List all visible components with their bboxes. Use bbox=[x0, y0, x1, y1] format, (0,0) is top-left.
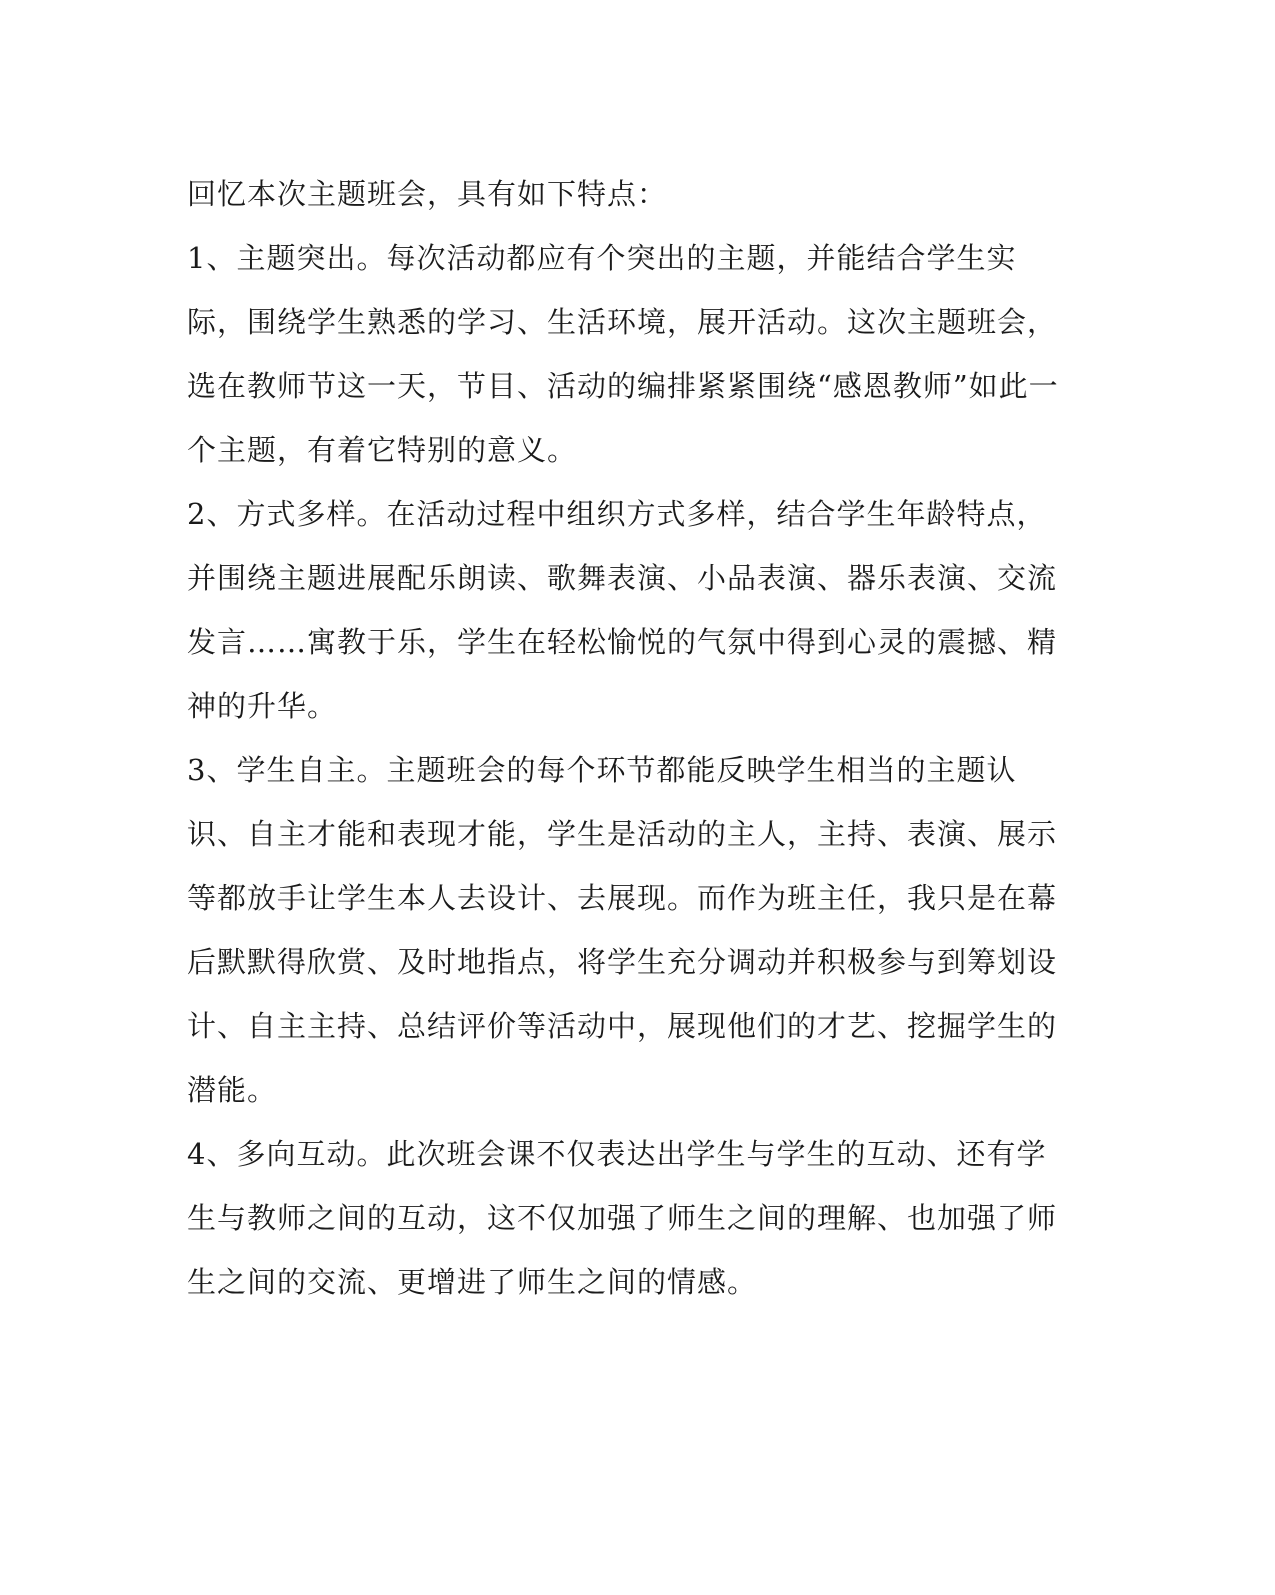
point-1-paragraph: 1、主题突出。每次活动都应有个突出的主题，并能结合学生实际，围绕学生熟悉的学习、生活环境，展开活动。这次主题班会，选在教师节这一天，节目、活动的编排紧紧围绕“感恩教师”如此一个主题，有着它特别的意义。 bbox=[187, 241, 1059, 467]
document-body bbox=[187, 162, 1067, 1314]
intro-paragraph: 回忆本次主题班会，具有如下特点： bbox=[187, 177, 668, 211]
point-4-paragraph: 4、多向互动。此次班会课不仅表达出学生与学生的互动、还有学生与教师之间的互动，这不仅加强了师生之间的理解、也加强了师生之间的交流、更增进了师生之间的情感。 bbox=[187, 1137, 1058, 1299]
point-3-paragraph: 3、学生自主。主题班会的每个环节都能反映学生相当的主题认识、自主才能和表现才能，学生是活动的主人，主持、表演、展示等都放手让学生本人去设计、去展现。而作为班主任，我只是在幕后默默得欣赏、及时地指点，将学生充分调动并积极参与到筹划设计、自主主持、总结评价等活动中，展现他们的才艺、挖掘学生的潜能。 bbox=[187, 753, 1058, 1107]
point-2-paragraph: 2、方式多样。在活动过程中组织方式多样，结合学生年龄特点，并围绕主题进展配乐朗读、歌舞表演、小品表演、器乐表演、交流发言……寓教于乐，学生在轻松愉悦的气氛中得到心灵的震撼、精神的升华。 bbox=[187, 497, 1058, 723]
